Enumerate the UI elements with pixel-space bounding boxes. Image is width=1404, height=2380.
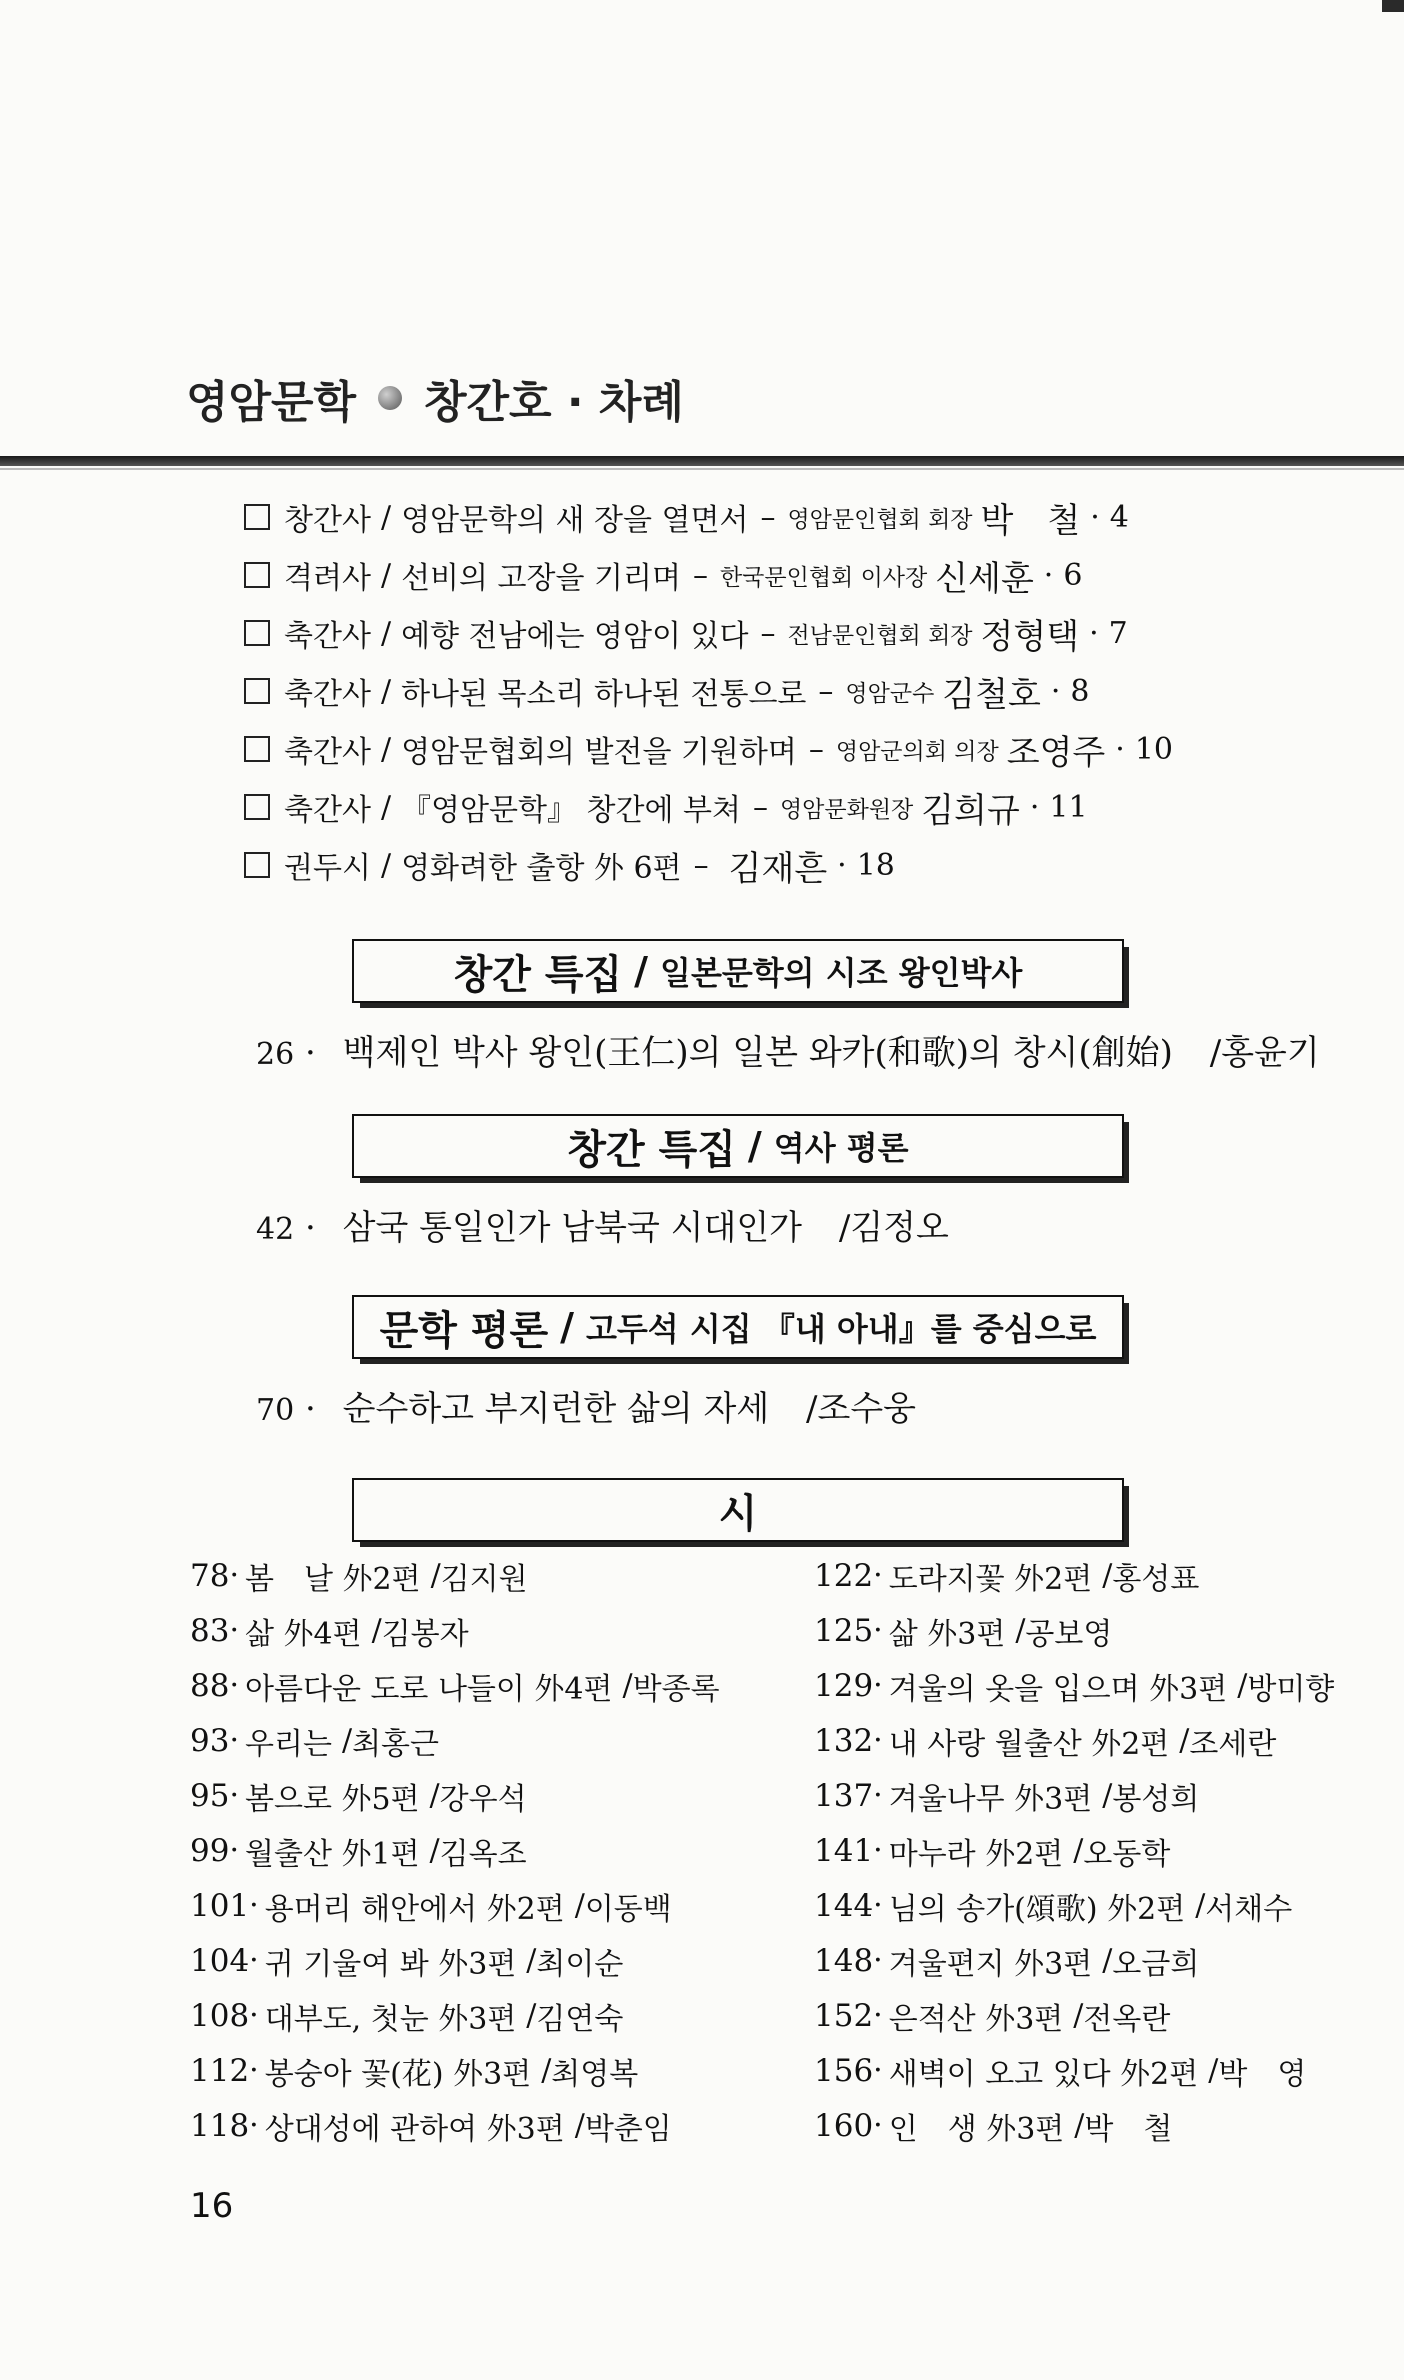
poem-slash: /	[429, 1778, 440, 1813]
front-matter-item	[244, 604, 1324, 662]
poem-page: 83	[190, 1612, 230, 1649]
article-entry: 26 · 백제인 박사 왕인(王仁)의 일본 와카(和歌)의 창시(創始) /홍윤기	[256, 1033, 1320, 1073]
front-page: 10	[1134, 731, 1173, 767]
page-header	[186, 368, 684, 428]
poem-entry	[190, 1713, 750, 1768]
poem-slash: /	[1179, 1723, 1190, 1758]
front-dot: ·	[1043, 557, 1054, 593]
page-number: 16	[190, 2186, 234, 2226]
front-dot: ·	[1089, 615, 1099, 651]
header-title-right: 창간호 · 차례	[424, 377, 684, 428]
poem-dot: ·	[229, 1778, 239, 1813]
front-page: 4	[1109, 499, 1129, 535]
front-slash: /	[380, 499, 392, 535]
poem-author: 오동학	[1083, 1836, 1171, 1872]
article-author: 홍윤기	[1221, 1033, 1320, 1073]
poem-page: 141	[814, 1832, 874, 1869]
poem-entry	[190, 1878, 750, 1933]
poem-slash: /	[1102, 1778, 1113, 1813]
poem-author: 김지원	[440, 1561, 528, 1597]
poem-entry	[190, 2098, 750, 2153]
front-dot: ·	[1050, 673, 1061, 709]
article-title: 백제인 박사 왕인(王仁)의 일본 와카(和歌)의 창시(創始)	[342, 1033, 1173, 1073]
poem-page: 112	[190, 2052, 250, 2089]
poem-title: 용머리 해안에서 外2편	[264, 1891, 565, 1927]
front-dash: –	[760, 499, 776, 535]
poem-slash: /	[429, 1833, 440, 1868]
poem-dot: ·	[229, 1613, 239, 1648]
poem-slash: /	[1102, 1558, 1113, 1593]
poem-dot: ·	[873, 1778, 883, 1813]
poem-dot: ·	[229, 1723, 239, 1758]
poem-author: 박춘임	[584, 2111, 672, 2147]
front-matter-item	[244, 778, 1324, 836]
front-dot: ·	[1029, 789, 1040, 825]
poem-page: 137	[814, 1777, 874, 1814]
poem-slash: /	[1237, 1668, 1248, 1703]
poem-title: 새벽이 오고 있다 外2편	[888, 2056, 1199, 2092]
poem-author: 김봉자	[381, 1616, 469, 1652]
poem-dot: ·	[873, 1668, 883, 1703]
poem-author: 공보영	[1025, 1616, 1113, 1652]
front-dash: –	[760, 615, 776, 651]
poem-dot: ·	[229, 1833, 239, 1868]
poem-page: 104	[190, 1942, 250, 1979]
header-title-left: 영암문학	[186, 377, 357, 428]
poem-title: 아름다운 도로 나들이 外4편	[245, 1671, 613, 1707]
poem-slash: /	[371, 1613, 382, 1648]
front-dot: ·	[1090, 499, 1100, 535]
front-slash: /	[380, 557, 392, 593]
poem-title: 은적산 外3편	[888, 2001, 1064, 2037]
checkbox-icon	[244, 852, 270, 878]
poem-title: 님의 송가(頌歌) 外2편	[888, 1891, 1186, 1927]
poem-entry	[190, 1768, 750, 1823]
poem-title: 인 생 外3편	[888, 2111, 1065, 2147]
front-slash: /	[380, 847, 392, 883]
poem-page: 125	[814, 1612, 874, 1649]
checkbox-icon	[244, 794, 270, 820]
poem-title: 내 사랑 월출산 外2편	[888, 1726, 1170, 1762]
poem-slash: /	[541, 2053, 552, 2088]
front-matter-item	[244, 836, 1324, 894]
section-subheading: 역사 평론	[773, 1129, 909, 1167]
front-affiliation: 영암문인협회 회장	[787, 506, 973, 533]
poem-title: 봄으로 外5편	[245, 1781, 420, 1817]
checkbox-icon	[244, 562, 270, 588]
poem-entry	[190, 1548, 750, 1603]
article-slash: /	[1209, 1033, 1222, 1073]
front-page: 7	[1108, 615, 1128, 651]
poem-author: 서채수	[1205, 1891, 1293, 1927]
header-rule-thin	[0, 468, 1404, 470]
poems-left-column	[190, 1548, 750, 2153]
section-heading: 문학 평론	[379, 1307, 549, 1354]
poem-author: 최이순	[536, 1946, 624, 1982]
poem-author: 김연숙	[536, 2001, 624, 2037]
poem-title: 대부도, 첫눈 外3편	[264, 2001, 517, 2037]
poem-entry	[190, 1658, 750, 1713]
front-slash: /	[380, 731, 392, 767]
poem-dot: ·	[249, 1888, 259, 1923]
front-slash: /	[380, 673, 392, 709]
front-category: 창간사	[284, 503, 371, 538]
section-slash: /	[560, 1305, 574, 1349]
poem-slash: /	[574, 1888, 585, 1923]
poem-page: 88	[190, 1667, 230, 1704]
poem-dot: ·	[873, 2108, 883, 2143]
front-dash: –	[693, 847, 709, 883]
section-subheading: 일본문학의 시조 왕인박사	[660, 954, 1023, 992]
poem-page: 160	[814, 2107, 874, 2144]
article-author: 김정오	[850, 1208, 949, 1248]
front-matter-item	[244, 662, 1324, 720]
front-affiliation: 영암군수	[845, 680, 935, 707]
poem-author: 최홍근	[352, 1726, 440, 1762]
front-dash: –	[808, 731, 824, 767]
bullet-dot-icon	[378, 386, 402, 410]
section-box-3	[352, 1295, 1124, 1359]
section-slash: /	[747, 1124, 762, 1168]
poem-page: 156	[814, 2052, 874, 2089]
poem-entry	[814, 1933, 1374, 1988]
poem-dot: ·	[229, 1668, 239, 1703]
poem-dot: ·	[873, 1723, 883, 1758]
poem-author: 조세란	[1189, 1726, 1277, 1762]
section-heading: 창간 특집	[453, 951, 623, 998]
section-box-2	[352, 1114, 1124, 1178]
poem-author: 홍성표	[1112, 1561, 1200, 1597]
poem-entry	[814, 1603, 1374, 1658]
poem-title: 월출산 外1편	[245, 1836, 420, 1872]
poem-dot: ·	[873, 1943, 883, 1978]
poem-author: 박 철	[1084, 2111, 1173, 2147]
checkbox-icon	[244, 736, 270, 762]
poem-dot: ·	[873, 1833, 883, 1868]
front-title: 하나된 목소리 하나된 전통으로	[401, 677, 807, 712]
article-page: 70	[256, 1393, 295, 1428]
poem-page: 122	[814, 1557, 874, 1594]
front-matter-item	[244, 720, 1324, 778]
front-dot: ·	[837, 847, 847, 883]
checkbox-icon	[244, 504, 270, 530]
poem-title: 겨울의 옷을 입으며 外3편	[888, 1671, 1228, 1707]
poem-author: 방미향	[1247, 1671, 1335, 1707]
front-title: 영화려한 출항 外 6편	[401, 851, 682, 886]
poem-entry	[814, 2098, 1374, 2153]
poem-slash: /	[1015, 1613, 1026, 1648]
front-category: 권두시	[284, 851, 371, 886]
poem-page: 101	[190, 1887, 250, 1924]
poem-dot: ·	[249, 2053, 259, 2088]
article-entry: 42 · 삼국 통일인가 남북국 시대인가 /김정오	[256, 1208, 949, 1248]
poem-dot: ·	[249, 2108, 259, 2143]
poem-title: 상대성에 관하여 外3편	[264, 2111, 565, 2147]
front-category: 축간사	[284, 619, 371, 654]
poem-author: 김옥조	[439, 1836, 527, 1872]
front-matter-list	[244, 488, 1324, 894]
poem-entry	[814, 1713, 1374, 1768]
corner-mark	[1382, 0, 1404, 12]
poem-slash: /	[526, 1943, 537, 1978]
front-author: 조영주	[1006, 732, 1106, 773]
poem-slash: /	[526, 1998, 537, 2033]
front-author: 신세훈	[935, 558, 1034, 599]
poem-title: 겨울나무 外3편	[888, 1781, 1093, 1817]
poem-title: 우리는	[245, 1726, 332, 1762]
poem-entry	[814, 1823, 1374, 1878]
poem-dot: ·	[249, 1998, 259, 2033]
article-page: 42	[256, 1212, 295, 1247]
checkbox-icon	[244, 678, 270, 704]
front-page: 11	[1049, 789, 1088, 825]
section-slash: /	[634, 949, 649, 993]
poem-title: 삶 外4편	[245, 1616, 362, 1652]
front-author: 박 철	[980, 500, 1081, 541]
poem-slash: /	[574, 2108, 585, 2143]
front-affiliation: 전남문인협회 회장	[787, 622, 973, 649]
poem-dot: ·	[249, 1943, 259, 1978]
poem-entry	[814, 2043, 1374, 2098]
front-author: 김재흔	[728, 848, 828, 889]
poem-dot: ·	[873, 1558, 883, 1593]
article-entry: 70 · 순수하고 부지런한 삶의 자세 /조수웅	[256, 1389, 917, 1429]
front-title: 영암문학의 새 장을 열면서	[401, 503, 749, 538]
poem-entry	[190, 1933, 750, 1988]
poem-page: 118	[190, 2107, 250, 2144]
poem-page: 93	[190, 1722, 230, 1759]
front-page: 8	[1070, 673, 1090, 709]
poem-author: 이동백	[584, 1891, 672, 1927]
front-dot: ·	[1115, 731, 1125, 767]
poem-dot: ·	[873, 1998, 883, 2033]
poem-title: 마누라 外2편	[888, 1836, 1064, 1872]
poem-entry	[190, 1823, 750, 1878]
poem-author: 박종록	[632, 1671, 720, 1707]
poem-author: 전옥란	[1083, 2001, 1171, 2037]
section-heading: 창간 특집	[567, 1126, 736, 1173]
poem-dot: ·	[873, 1613, 883, 1648]
poem-title: 겨울편지 外3편	[888, 1946, 1093, 1982]
poem-page: 108	[190, 1997, 250, 2034]
front-page: 6	[1063, 557, 1083, 593]
poem-dot: ·	[873, 2053, 883, 2088]
article-title: 삼국 통일인가 남북국 시대인가	[342, 1208, 803, 1248]
poem-slash: /	[430, 1558, 441, 1593]
poem-slash: /	[1074, 2108, 1085, 2143]
poem-slash: /	[1208, 2053, 1219, 2088]
article-page: 26	[256, 1037, 295, 1072]
front-slash: /	[380, 789, 392, 825]
front-author: 정형택	[980, 616, 1080, 657]
poem-entry	[190, 1988, 750, 2043]
poem-entry	[814, 1658, 1374, 1713]
poem-author: 박 영	[1218, 2056, 1307, 2092]
article-slash: /	[806, 1389, 818, 1429]
poem-title: 봉숭아 꽃(花) 外3편	[264, 2056, 532, 2092]
poem-title: 삶 外3편	[888, 1616, 1006, 1652]
poem-author: 강우석	[439, 1781, 527, 1817]
front-slash: /	[380, 615, 392, 651]
poem-title: 봄 날 外2편	[245, 1561, 421, 1597]
poem-page: 99	[190, 1832, 230, 1869]
section-box-1	[352, 939, 1124, 1003]
poems-right-column	[814, 1548, 1374, 2153]
front-affiliation: 한국문인협회 이사장	[719, 564, 928, 591]
front-category: 축간사	[284, 677, 371, 712]
front-affiliation: 영암문화원장	[779, 796, 914, 823]
front-matter-item	[244, 546, 1324, 604]
front-title: 예향 전남에는 영암이 있다	[401, 619, 749, 654]
poem-page: 152	[814, 1997, 874, 2034]
article-author: 조수웅	[817, 1389, 917, 1429]
section-box-poetry	[352, 1478, 1124, 1542]
poem-title: 도라지꽃 外2편	[888, 1561, 1093, 1597]
front-title: 『영암문학』 창간에 부쳐	[401, 793, 741, 828]
front-dash: –	[818, 673, 834, 709]
poem-dot: ·	[873, 1888, 883, 1923]
poem-entry	[190, 1603, 750, 1658]
section-heading-poetry: 시	[718, 1490, 758, 1537]
poem-entry	[814, 1548, 1374, 1603]
poem-page: 95	[190, 1777, 230, 1814]
poem-entry	[190, 2043, 750, 2098]
front-category: 축간사	[284, 793, 371, 828]
poem-title: 귀 기울여 봐 外3편	[264, 1946, 517, 1982]
poem-slash: /	[1195, 1888, 1206, 1923]
front-author: 김철호	[942, 674, 1041, 715]
header-rule	[0, 456, 1404, 466]
poem-slash: /	[341, 1723, 353, 1758]
front-category: 축간사	[284, 735, 371, 770]
article-title: 순수하고 부지런한 삶의 자세	[342, 1389, 770, 1429]
front-dash: –	[692, 557, 708, 593]
poem-entry	[814, 1768, 1374, 1823]
front-affiliation: 영암군의회 의장	[835, 738, 999, 765]
poem-author: 오금희	[1112, 1946, 1200, 1982]
section-subheading: 고두석 시집 『내 아내』를 중심으로	[585, 1310, 1097, 1348]
checkbox-icon	[244, 620, 270, 646]
poem-dot: ·	[229, 1558, 239, 1593]
poem-page: 129	[814, 1667, 874, 1704]
poem-slash: /	[1073, 1833, 1084, 1868]
front-dash: –	[752, 789, 768, 825]
poem-author: 최영복	[551, 2056, 639, 2092]
poem-page: 144	[814, 1887, 874, 1924]
poem-slash: /	[622, 1668, 633, 1703]
poem-page: 148	[814, 1942, 874, 1979]
front-title: 영암문협회의 발전을 기원하며	[401, 735, 797, 770]
front-page: 18	[856, 847, 895, 883]
front-category: 격려사	[284, 561, 371, 596]
poem-page: 78	[190, 1557, 230, 1594]
poem-page: 132	[814, 1722, 874, 1759]
poem-slash: /	[1073, 1998, 1084, 2033]
poem-entry	[814, 1878, 1374, 1933]
poem-author: 봉성희	[1112, 1781, 1200, 1817]
front-title: 선비의 고장을 기리며	[401, 561, 681, 596]
article-slash: /	[838, 1208, 851, 1248]
front-author: 김희규	[921, 790, 1020, 831]
poem-slash: /	[1102, 1943, 1113, 1978]
front-matter-item	[244, 488, 1324, 546]
poem-entry	[814, 1988, 1374, 2043]
